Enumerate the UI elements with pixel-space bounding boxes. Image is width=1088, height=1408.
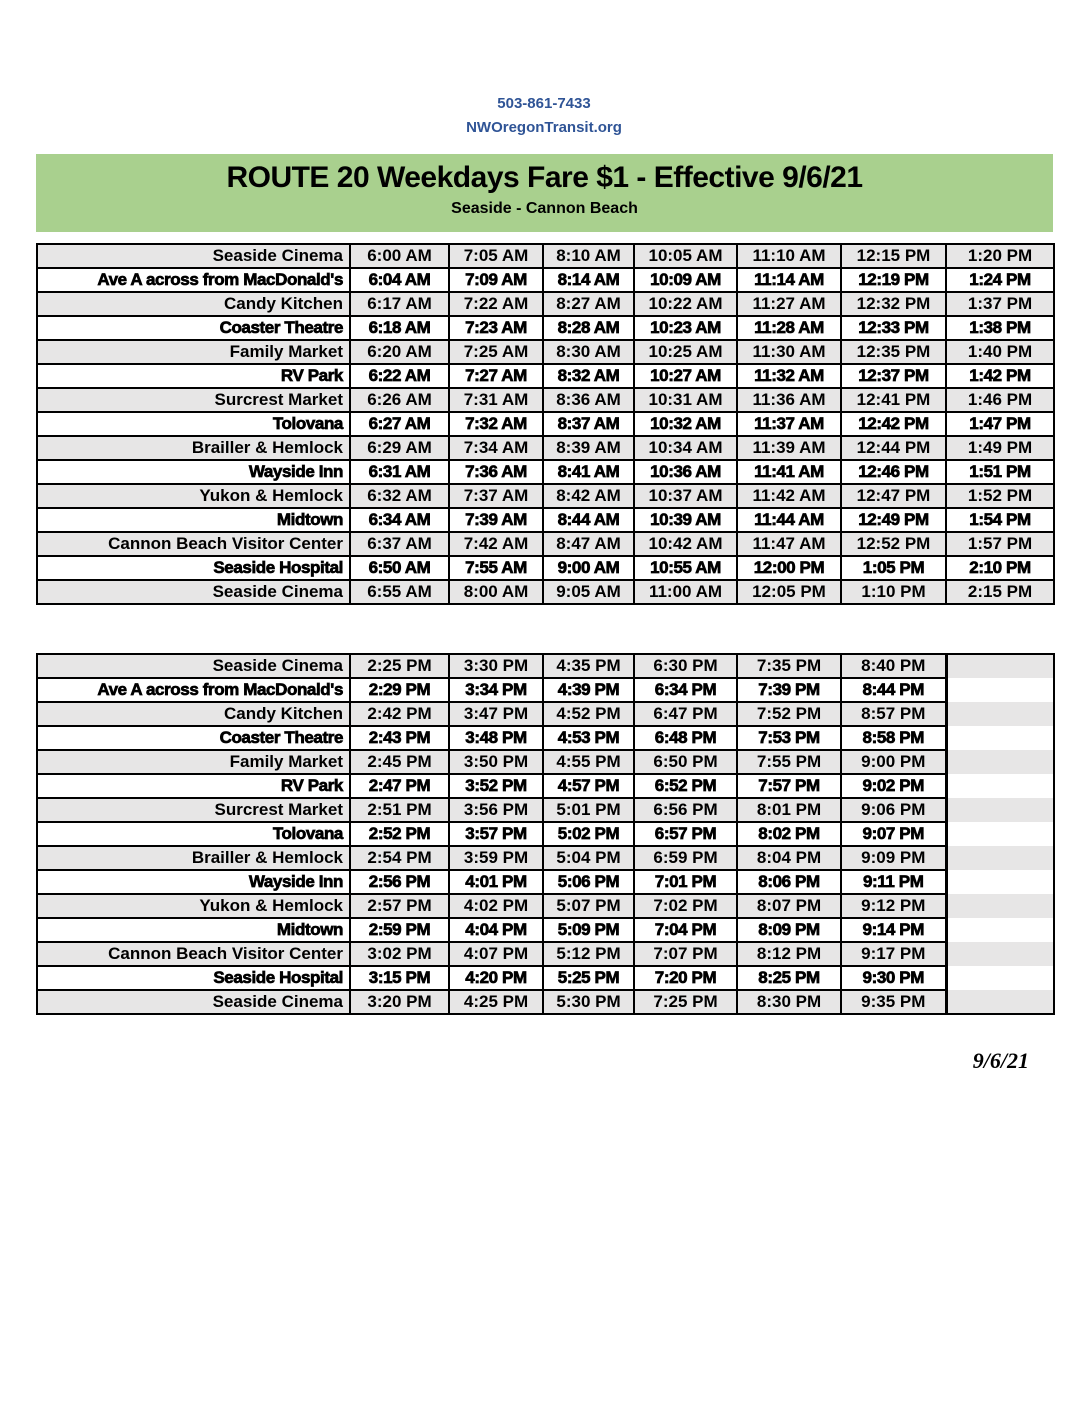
time-cell: 6:37 AM bbox=[350, 532, 449, 556]
time-cell: 12:52 PM bbox=[841, 532, 946, 556]
time-cell: 9:30 PM bbox=[841, 966, 946, 990]
time-cell: 10:36 AM bbox=[634, 460, 737, 484]
time-cell: 8:10 AM bbox=[543, 244, 634, 268]
schedule-row bbox=[37, 460, 1054, 484]
evening-schedule-table bbox=[36, 653, 1055, 1015]
time-cell: 1:37 PM bbox=[946, 292, 1054, 316]
time-cell: 2:25 PM bbox=[350, 654, 449, 678]
time-cell: 10:27 AM bbox=[634, 364, 737, 388]
stop-name-cell: Family Market bbox=[37, 340, 350, 364]
schedule-row bbox=[37, 918, 1054, 942]
time-cell: 2:56 PM bbox=[350, 870, 449, 894]
contact-website: NWOregonTransit.org bbox=[466, 119, 622, 136]
time-cell: 10:32 AM bbox=[634, 412, 737, 436]
time-cell: 1:10 PM bbox=[841, 580, 946, 604]
time-cell: 5:01 PM bbox=[543, 798, 634, 822]
time-cell: 9:00 AM bbox=[543, 556, 634, 580]
time-cell: 9:35 PM bbox=[841, 990, 946, 1014]
time-cell: 7:31 AM bbox=[449, 388, 543, 412]
schedule-row bbox=[37, 726, 1054, 750]
stop-name-cell: Surcrest Market bbox=[37, 388, 350, 412]
time-cell: 7:53 PM bbox=[737, 726, 841, 750]
stop-name-cell: Cannon Beach Visitor Center bbox=[37, 532, 350, 556]
time-cell: 4:01 PM bbox=[449, 870, 543, 894]
time-cell: 2:15 PM bbox=[946, 580, 1054, 604]
time-cell: 3:56 PM bbox=[449, 798, 543, 822]
time-cell: 5:07 PM bbox=[543, 894, 634, 918]
effective-date-note: 9/6/21 bbox=[972, 1048, 1029, 1073]
time-cell: 6:32 AM bbox=[350, 484, 449, 508]
time-cell: 5:06 PM bbox=[543, 870, 634, 894]
time-cell: 2:42 PM bbox=[350, 702, 449, 726]
time-cell: 12:49 PM bbox=[841, 508, 946, 532]
schedule-row bbox=[37, 966, 1054, 990]
time-cell: 1:24 PM bbox=[946, 268, 1054, 292]
time-cell: 1:46 PM bbox=[946, 388, 1054, 412]
time-cell: 3:50 PM bbox=[449, 750, 543, 774]
schedule-row bbox=[37, 702, 1054, 726]
time-cell: 3:59 PM bbox=[449, 846, 543, 870]
time-cell: 8:07 PM bbox=[737, 894, 841, 918]
time-cell: 7:37 AM bbox=[449, 484, 543, 508]
time-cell: 6:55 AM bbox=[350, 580, 449, 604]
time-cell: 4:53 PM bbox=[543, 726, 634, 750]
time-cell: 6:18 AM bbox=[350, 316, 449, 340]
time-cell: 8:41 AM bbox=[543, 460, 634, 484]
time-cell: 7:55 PM bbox=[737, 750, 841, 774]
time-cell: 10:05 AM bbox=[634, 244, 737, 268]
time-cell: 8:44 AM bbox=[543, 508, 634, 532]
contact-phone: 503-861-7433 bbox=[497, 95, 591, 112]
time-cell: 8:40 PM bbox=[841, 654, 946, 678]
time-cell: 1:49 PM bbox=[946, 436, 1054, 460]
stop-name-cell: Seaside Hospital bbox=[37, 966, 350, 990]
time-cell: 6:22 AM bbox=[350, 364, 449, 388]
time-cell: 5:04 PM bbox=[543, 846, 634, 870]
time-cell: 2:29 PM bbox=[350, 678, 449, 702]
time-cell: 12:42 PM bbox=[841, 412, 946, 436]
time-cell: 6:52 PM bbox=[634, 774, 737, 798]
time-cell: 2:10 PM bbox=[946, 556, 1054, 580]
time-cell: 10:25 AM bbox=[634, 340, 737, 364]
time-cell: 1:52 PM bbox=[946, 484, 1054, 508]
empty-stripe-cell bbox=[946, 750, 1054, 774]
time-cell: 8:57 PM bbox=[841, 702, 946, 726]
time-cell: 12:37 PM bbox=[841, 364, 946, 388]
stop-name-cell: Coaster Theatre bbox=[37, 726, 350, 750]
time-cell: 8:04 PM bbox=[737, 846, 841, 870]
time-cell: 11:39 AM bbox=[737, 436, 841, 460]
time-cell: 4:02 PM bbox=[449, 894, 543, 918]
time-cell: 2:59 PM bbox=[350, 918, 449, 942]
time-cell: 6:27 AM bbox=[350, 412, 449, 436]
time-cell: 11:44 AM bbox=[737, 508, 841, 532]
time-cell: 12:46 PM bbox=[841, 460, 946, 484]
time-cell: 11:32 AM bbox=[737, 364, 841, 388]
time-cell: 3:30 PM bbox=[449, 654, 543, 678]
time-cell: 12:44 PM bbox=[841, 436, 946, 460]
time-cell: 4:52 PM bbox=[543, 702, 634, 726]
time-cell: 6:50 PM bbox=[634, 750, 737, 774]
time-cell: 4:39 PM bbox=[543, 678, 634, 702]
empty-stripe-cell bbox=[946, 870, 1054, 894]
time-cell: 6:17 AM bbox=[350, 292, 449, 316]
time-cell: 9:09 PM bbox=[841, 846, 946, 870]
time-cell: 6:59 PM bbox=[634, 846, 737, 870]
time-cell: 11:36 AM bbox=[737, 388, 841, 412]
time-cell: 8:58 PM bbox=[841, 726, 946, 750]
stop-name-cell: Yukon & Hemlock bbox=[37, 894, 350, 918]
time-cell: 1:51 PM bbox=[946, 460, 1054, 484]
time-cell: 12:35 PM bbox=[841, 340, 946, 364]
schedule-row bbox=[37, 894, 1054, 918]
stop-name-cell: Ave A across from MacDonald's bbox=[37, 678, 350, 702]
time-cell: 9:06 PM bbox=[841, 798, 946, 822]
time-cell: 3:20 PM bbox=[350, 990, 449, 1014]
time-cell: 7:35 PM bbox=[737, 654, 841, 678]
time-cell: 7:09 AM bbox=[449, 268, 543, 292]
time-cell: 4:07 PM bbox=[449, 942, 543, 966]
time-cell: 7:36 AM bbox=[449, 460, 543, 484]
stop-name-cell: Seaside Cinema bbox=[37, 654, 350, 678]
schedule-row bbox=[37, 268, 1054, 292]
time-cell: 2:51 PM bbox=[350, 798, 449, 822]
schedule-row bbox=[37, 846, 1054, 870]
time-cell: 9:07 PM bbox=[841, 822, 946, 846]
time-cell: 7:22 AM bbox=[449, 292, 543, 316]
time-cell: 6:26 AM bbox=[350, 388, 449, 412]
time-cell: 4:57 PM bbox=[543, 774, 634, 798]
time-cell: 10:31 AM bbox=[634, 388, 737, 412]
time-cell: 8:12 PM bbox=[737, 942, 841, 966]
time-cell: 3:52 PM bbox=[449, 774, 543, 798]
stop-name-cell: Seaside Cinema bbox=[37, 580, 350, 604]
stop-name-cell: Cannon Beach Visitor Center bbox=[37, 942, 350, 966]
time-cell: 8:00 AM bbox=[449, 580, 543, 604]
time-cell: 7:05 AM bbox=[449, 244, 543, 268]
time-cell: 2:52 PM bbox=[350, 822, 449, 846]
stop-name-cell: Candy Kitchen bbox=[37, 292, 350, 316]
time-cell: 9:05 AM bbox=[543, 580, 634, 604]
stop-name-cell: Midtown bbox=[37, 508, 350, 532]
time-cell: 7:39 AM bbox=[449, 508, 543, 532]
time-cell: 6:30 PM bbox=[634, 654, 737, 678]
time-cell: 10:42 AM bbox=[634, 532, 737, 556]
time-cell: 7:52 PM bbox=[737, 702, 841, 726]
time-cell: 8:42 AM bbox=[543, 484, 634, 508]
time-cell: 1:42 PM bbox=[946, 364, 1054, 388]
route-subtitle: Seaside - Cannon Beach bbox=[451, 200, 638, 217]
schedule-row bbox=[37, 654, 1054, 678]
schedule-row bbox=[37, 774, 1054, 798]
empty-stripe-cell bbox=[946, 990, 1054, 1014]
stop-name-cell: Wayside Inn bbox=[37, 870, 350, 894]
time-cell: 7:25 AM bbox=[449, 340, 543, 364]
schedule-row bbox=[37, 484, 1054, 508]
schedule-row bbox=[37, 798, 1054, 822]
time-cell: 12:41 PM bbox=[841, 388, 946, 412]
time-cell: 3:47 PM bbox=[449, 702, 543, 726]
time-cell: 11:47 AM bbox=[737, 532, 841, 556]
time-cell: 1:20 PM bbox=[946, 244, 1054, 268]
time-cell: 8:28 AM bbox=[543, 316, 634, 340]
time-cell: 2:57 PM bbox=[350, 894, 449, 918]
time-cell: 11:28 AM bbox=[737, 316, 841, 340]
time-cell: 5:02 PM bbox=[543, 822, 634, 846]
schedule-row bbox=[37, 942, 1054, 966]
empty-stripe-cell bbox=[946, 918, 1054, 942]
time-cell: 11:37 AM bbox=[737, 412, 841, 436]
empty-stripe-cell bbox=[946, 702, 1054, 726]
stop-name-cell: Seaside Cinema bbox=[37, 990, 350, 1014]
time-cell: 10:09 AM bbox=[634, 268, 737, 292]
time-cell: 2:54 PM bbox=[350, 846, 449, 870]
time-cell: 7:57 PM bbox=[737, 774, 841, 798]
empty-stripe-cell bbox=[946, 942, 1054, 966]
time-cell: 7:07 PM bbox=[634, 942, 737, 966]
time-cell: 2:45 PM bbox=[350, 750, 449, 774]
time-cell: 5:12 PM bbox=[543, 942, 634, 966]
time-cell: 11:14 AM bbox=[737, 268, 841, 292]
empty-stripe-cell bbox=[946, 894, 1054, 918]
schedule-row bbox=[37, 678, 1054, 702]
stop-name-cell: Brailler & Hemlock bbox=[37, 436, 350, 460]
time-cell: 6:50 AM bbox=[350, 556, 449, 580]
stop-name-cell: Candy Kitchen bbox=[37, 702, 350, 726]
time-cell: 1:54 PM bbox=[946, 508, 1054, 532]
empty-stripe-cell bbox=[946, 822, 1054, 846]
time-cell: 6:34 PM bbox=[634, 678, 737, 702]
time-cell: 7:23 AM bbox=[449, 316, 543, 340]
stop-name-cell: Brailler & Hemlock bbox=[37, 846, 350, 870]
time-cell: 7:25 PM bbox=[634, 990, 737, 1014]
time-cell: 9:11 PM bbox=[841, 870, 946, 894]
time-cell: 10:39 AM bbox=[634, 508, 737, 532]
time-cell: 6:31 AM bbox=[350, 460, 449, 484]
time-cell: 6:04 AM bbox=[350, 268, 449, 292]
time-cell: 10:55 AM bbox=[634, 556, 737, 580]
contact-block bbox=[0, 92, 1088, 140]
time-cell: 3:34 PM bbox=[449, 678, 543, 702]
time-cell: 10:37 AM bbox=[634, 484, 737, 508]
time-cell: 11:00 AM bbox=[634, 580, 737, 604]
time-cell: 8:02 PM bbox=[737, 822, 841, 846]
time-cell: 4:35 PM bbox=[543, 654, 634, 678]
empty-stripe-cell bbox=[946, 846, 1054, 870]
time-cell: 12:33 PM bbox=[841, 316, 946, 340]
time-cell: 4:20 PM bbox=[449, 966, 543, 990]
stop-name-cell: RV Park bbox=[37, 774, 350, 798]
schedule-row bbox=[37, 412, 1054, 436]
stop-name-cell: RV Park bbox=[37, 364, 350, 388]
time-cell: 8:44 PM bbox=[841, 678, 946, 702]
time-cell: 7:02 PM bbox=[634, 894, 737, 918]
time-cell: 5:25 PM bbox=[543, 966, 634, 990]
stop-name-cell: Seaside Hospital bbox=[37, 556, 350, 580]
time-cell: 12:19 PM bbox=[841, 268, 946, 292]
route-banner bbox=[36, 154, 1053, 232]
time-cell: 12:47 PM bbox=[841, 484, 946, 508]
time-cell: 1:05 PM bbox=[841, 556, 946, 580]
schedule-row bbox=[37, 532, 1054, 556]
time-cell: 9:17 PM bbox=[841, 942, 946, 966]
time-cell: 8:47 AM bbox=[543, 532, 634, 556]
time-cell: 7:20 PM bbox=[634, 966, 737, 990]
time-cell: 1:57 PM bbox=[946, 532, 1054, 556]
time-cell: 12:15 PM bbox=[841, 244, 946, 268]
time-cell: 8:06 PM bbox=[737, 870, 841, 894]
stop-name-cell: Surcrest Market bbox=[37, 798, 350, 822]
time-cell: 10:23 AM bbox=[634, 316, 737, 340]
time-cell: 8:39 AM bbox=[543, 436, 634, 460]
schedule-row bbox=[37, 508, 1054, 532]
schedule-row bbox=[37, 316, 1054, 340]
time-cell: 8:14 AM bbox=[543, 268, 634, 292]
time-cell: 6:48 PM bbox=[634, 726, 737, 750]
schedule-row bbox=[37, 340, 1054, 364]
time-cell: 5:09 PM bbox=[543, 918, 634, 942]
stop-name-cell: Ave A across from MacDonald's bbox=[37, 268, 350, 292]
schedule-row bbox=[37, 870, 1054, 894]
stop-name-cell: Family Market bbox=[37, 750, 350, 774]
schedule-row bbox=[37, 822, 1054, 846]
time-cell: 3:57 PM bbox=[449, 822, 543, 846]
time-cell: 7:39 PM bbox=[737, 678, 841, 702]
stop-name-cell: Wayside Inn bbox=[37, 460, 350, 484]
time-cell: 11:41 AM bbox=[737, 460, 841, 484]
time-cell: 6:47 PM bbox=[634, 702, 737, 726]
time-cell: 2:43 PM bbox=[350, 726, 449, 750]
time-cell: 3:48 PM bbox=[449, 726, 543, 750]
empty-stripe-cell bbox=[946, 798, 1054, 822]
time-cell: 6:00 AM bbox=[350, 244, 449, 268]
stop-name-cell: Midtown bbox=[37, 918, 350, 942]
time-cell: 8:09 PM bbox=[737, 918, 841, 942]
time-cell: 12:05 PM bbox=[737, 580, 841, 604]
time-cell: 8:30 PM bbox=[737, 990, 841, 1014]
time-cell: 7:32 AM bbox=[449, 412, 543, 436]
route-title: ROUTE 20 Weekdays Fare $1 - Effective 9/6/21 bbox=[226, 161, 863, 194]
time-cell: 8:30 AM bbox=[543, 340, 634, 364]
schedule-row bbox=[37, 436, 1054, 460]
time-cell: 7:55 AM bbox=[449, 556, 543, 580]
schedule-row bbox=[37, 364, 1054, 388]
time-cell: 3:02 PM bbox=[350, 942, 449, 966]
time-cell: 7:34 AM bbox=[449, 436, 543, 460]
time-cell: 1:38 PM bbox=[946, 316, 1054, 340]
time-cell: 7:27 AM bbox=[449, 364, 543, 388]
stop-name-cell: Seaside Cinema bbox=[37, 244, 350, 268]
time-cell: 12:32 PM bbox=[841, 292, 946, 316]
time-cell: 9:12 PM bbox=[841, 894, 946, 918]
empty-stripe-cell bbox=[946, 654, 1054, 678]
time-cell: 6:29 AM bbox=[350, 436, 449, 460]
time-cell: 8:32 AM bbox=[543, 364, 634, 388]
time-cell: 2:47 PM bbox=[350, 774, 449, 798]
time-cell: 7:42 AM bbox=[449, 532, 543, 556]
time-cell: 4:25 PM bbox=[449, 990, 543, 1014]
time-cell: 4:04 PM bbox=[449, 918, 543, 942]
time-cell: 5:30 PM bbox=[543, 990, 634, 1014]
time-cell: 8:27 AM bbox=[543, 292, 634, 316]
stop-name-cell: Tolovana bbox=[37, 412, 350, 436]
time-cell: 11:27 AM bbox=[737, 292, 841, 316]
time-cell: 12:00 PM bbox=[737, 556, 841, 580]
time-cell: 6:57 PM bbox=[634, 822, 737, 846]
time-cell: 1:47 PM bbox=[946, 412, 1054, 436]
schedule-row bbox=[37, 388, 1054, 412]
time-cell: 8:36 AM bbox=[543, 388, 634, 412]
time-cell: 8:25 PM bbox=[737, 966, 841, 990]
schedule-row bbox=[37, 292, 1054, 316]
time-cell: 8:37 AM bbox=[543, 412, 634, 436]
time-cell: 11:30 AM bbox=[737, 340, 841, 364]
empty-stripe-cell bbox=[946, 774, 1054, 798]
empty-stripe-cell bbox=[946, 726, 1054, 750]
time-cell: 3:15 PM bbox=[350, 966, 449, 990]
empty-stripe-cell bbox=[946, 678, 1054, 702]
schedule-row bbox=[37, 990, 1054, 1014]
time-cell: 9:14 PM bbox=[841, 918, 946, 942]
time-cell: 7:04 PM bbox=[634, 918, 737, 942]
time-cell: 11:10 AM bbox=[737, 244, 841, 268]
stop-name-cell: Tolovana bbox=[37, 822, 350, 846]
schedule-row bbox=[37, 750, 1054, 774]
time-cell: 6:34 AM bbox=[350, 508, 449, 532]
time-cell: 4:55 PM bbox=[543, 750, 634, 774]
stop-name-cell: Yukon & Hemlock bbox=[37, 484, 350, 508]
time-cell: 11:42 AM bbox=[737, 484, 841, 508]
time-cell: 6:20 AM bbox=[350, 340, 449, 364]
schedule-row bbox=[37, 244, 1054, 268]
time-cell: 1:40 PM bbox=[946, 340, 1054, 364]
schedule-row bbox=[37, 580, 1054, 604]
time-cell: 10:22 AM bbox=[634, 292, 737, 316]
time-cell: 8:01 PM bbox=[737, 798, 841, 822]
time-cell: 10:34 AM bbox=[634, 436, 737, 460]
empty-stripe-cell bbox=[946, 966, 1054, 990]
time-cell: 7:01 PM bbox=[634, 870, 737, 894]
time-cell: 9:00 PM bbox=[841, 750, 946, 774]
morning-schedule-table bbox=[36, 243, 1055, 605]
time-cell: 9:02 PM bbox=[841, 774, 946, 798]
stop-name-cell: Coaster Theatre bbox=[37, 316, 350, 340]
time-cell: 6:56 PM bbox=[634, 798, 737, 822]
schedule-row bbox=[37, 556, 1054, 580]
